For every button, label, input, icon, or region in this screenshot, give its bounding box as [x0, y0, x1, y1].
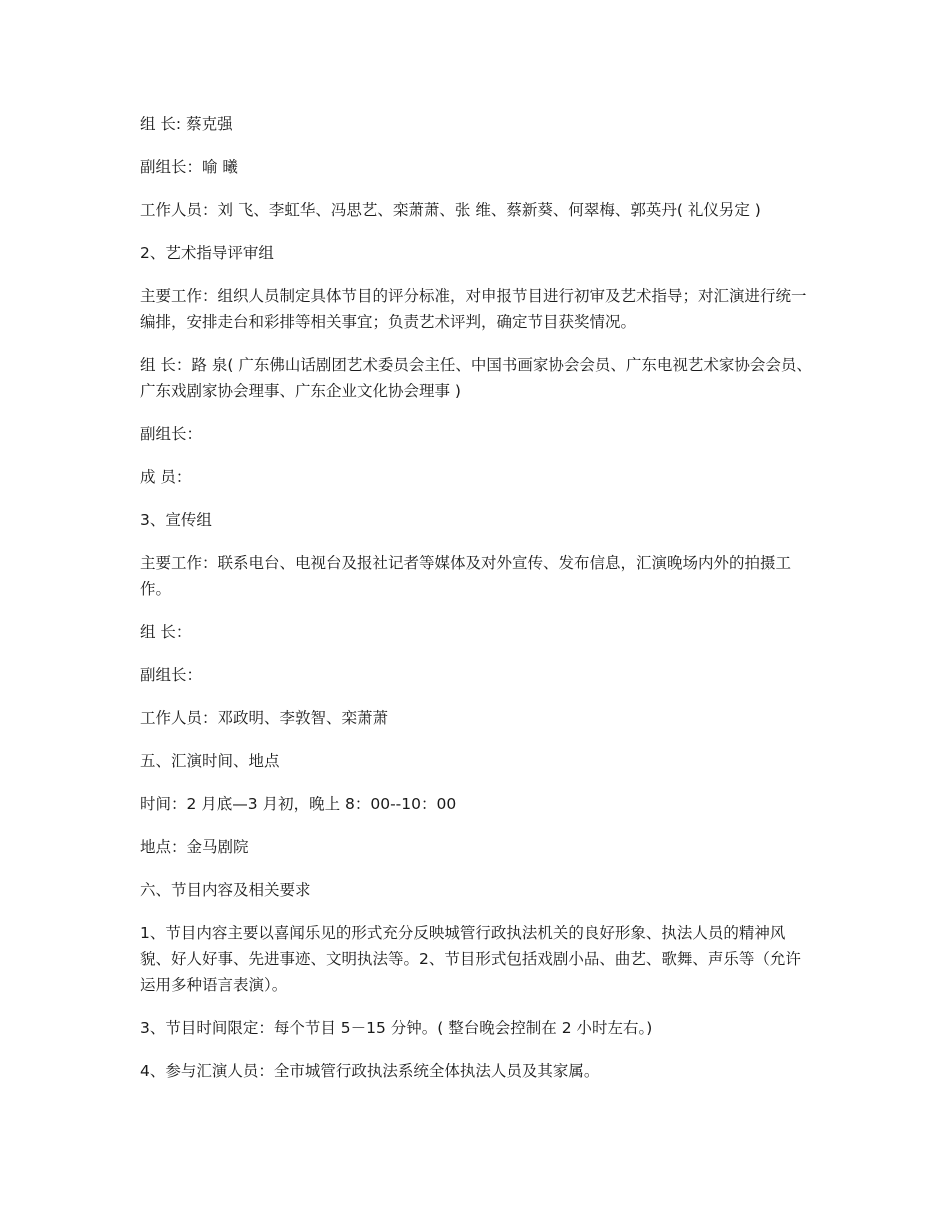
group-leader-line: 组 长: 蔡克强	[140, 115, 233, 133]
art-review-leader-line: 组 长：路 泉( 广东佛山话剧团艺术委员会主任、中国书画家协会会员、广东电视艺术家协会会员、广东戏剧家协会理事、广东企业文化协会理事 )	[140, 356, 812, 400]
section-heading-program-requirements: 六、节目内容及相关要求	[140, 881, 311, 899]
staff-line: 工作人员：刘 飞、李虹华、冯思艺、栾萧萧、张 维、蔡新葵、何翠梅、郭英丹( 礼仪另定 )	[140, 201, 761, 219]
publicity-staff-line: 工作人员：邓政明、李敦智、栾萧萧	[140, 709, 389, 727]
document-body	[140, 111, 812, 1101]
section-heading-publicity-group: 3、宣传组	[140, 511, 212, 529]
requirement-content-and-form: 1、节目内容主要以喜闻乐见的形式充分反映城管行政执法机关的良好形象、执法人员的精神风貌、好人好事、先进事迹、文明执法等。2、节目形式包括戏剧小品、曲艺、歌舞、声乐等（允许运用多种语言表演）。	[140, 924, 801, 994]
deputy-leader-line: 副组长：喻 曦	[140, 158, 238, 176]
publicity-deputy-line: 副组长：	[140, 666, 203, 684]
section-heading-time-place: 五、汇演时间、地点	[140, 752, 280, 770]
art-review-main-work: 主要工作：组织人员制定具体节目的评分标准，对申报节目进行初审及艺术指导；对汇演进行统一编排，安排走台和彩排等相关事宜；负责艺术评判，确定节目获奖情况。	[140, 287, 807, 331]
publicity-leader-line: 组 长：	[140, 623, 192, 641]
art-review-deputy-line: 副组长：	[140, 425, 203, 443]
time-line: 时间：2 月底—3 月初，晚上 8：00--10：00	[140, 795, 457, 813]
place-line: 地点：金马剧院	[140, 838, 249, 856]
publicity-main-work: 主要工作：联系电台、电视台及报社记者等媒体及对外宣传、发布信息，汇演晚场内外的拍摄工作。	[140, 554, 792, 598]
requirement-participants: 4、参与汇演人员：全市城管行政执法系统全体执法人员及其家属。	[140, 1062, 600, 1080]
section-heading-art-review-group: 2、艺术指导评审组	[140, 244, 274, 262]
requirement-time-limit: 3、节目时间限定：每个节目 5－15 分钟。( 整台晚会控制在 2 小时左右。)	[140, 1019, 653, 1037]
art-review-members-line: 成 员：	[140, 468, 192, 486]
